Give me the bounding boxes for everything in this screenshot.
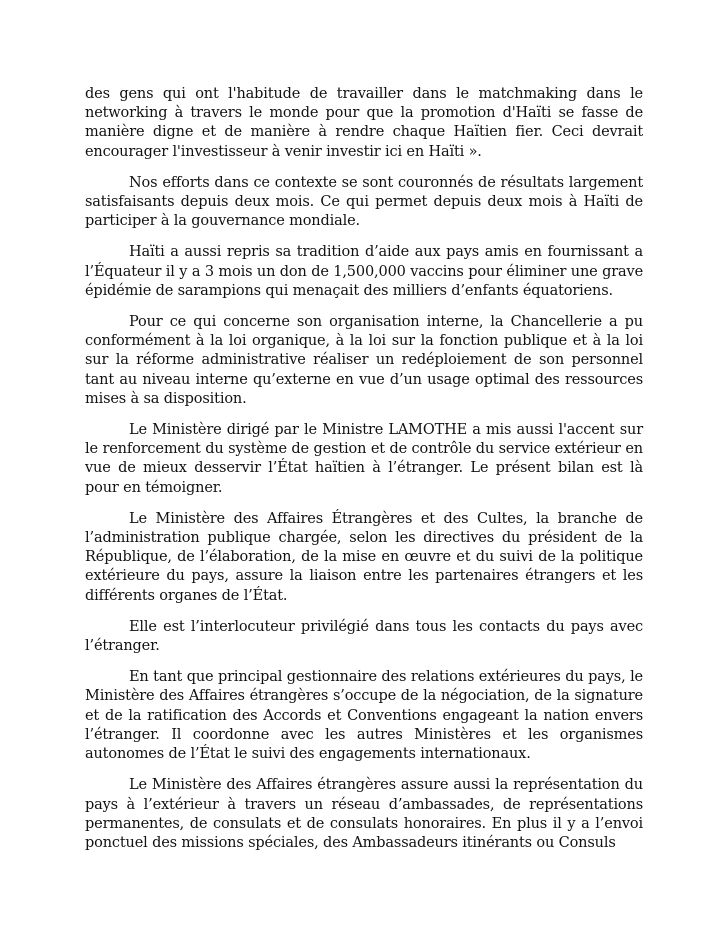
paragraph-2: Nos efforts dans ce contexte se sont couronnés de résultats largement satisfaisants depuis deux mois. Ce qui permet depuis deux mois à Haïti de participer à la gouvernance mondiale. xyxy=(85,174,643,230)
paragraph-5: Le Ministère dirigé par le Ministre LAMOTHE a mis aussi l'accent sur le renforcement du système de gestion et de contrôle du service extérieur en vue de mieux desservir l’État haïtien à l’étranger. Le présent bilan est là pour en témoigner. xyxy=(85,422,643,496)
paragraph-9: Le Ministère des Affaires étrangères assure aussi la représentation du pays à l’extérieur à travers un réseau d’ambassades, de représentations permanentes, de consulats et de consulats honoraires. En plus il y a l’envoi ponctuel des missions spéciales, des Ambassadeurs itinérants ou Consuls xyxy=(85,777,643,851)
paragraph-8: En tant que principal gestionnaire des relations extérieures du pays, le Ministère des Affaires étrangères s’occupe de la négociation, de la signature et de la ratification des Accords et Conventions engageant la nation envers l’étranger. Il coordonne avec les autres Ministères et les organismes autonomes de l’État le suivi des engagements internationaux. xyxy=(85,669,643,763)
paragraph-6: Le Ministère des Affaires Étrangères et des Cultes, la branche de l’administration publique chargée, selon les directives du président de la République, de l’élaboration, de la mise en œuvre et du suivi de la politique extérieure du pays, assure la liaison entre les partenaires étrangers et les différents organes de l’État. xyxy=(85,510,643,604)
document-page xyxy=(85,85,643,865)
paragraph-4: Pour ce qui concerne son organisation interne, la Chancellerie a pu conformément à la loi organique, à la loi sur la fonction publique et à la loi sur la réforme administrative réaliser un redéploiement de son personnel tant au niveau interne qu’externe en vue d’un usage optimal des ressources mises à sa disposition. xyxy=(85,314,643,407)
paragraph-3: Haïti a aussi repris sa tradition d’aide aux pays amis en fournissant a l’Équateur il y a 3 mois un don de 1,500,000 vaccins pour éliminer une grave épidémie de sarampions qui menaçait des milliers d’enfants équatoriens. xyxy=(85,244,643,299)
paragraph-7: Elle est l’interlocuteur privilégié dans tous les contacts du pays avec l’étranger. xyxy=(85,618,643,655)
paragraph-1: des gens qui ont l'habitude de travailler dans le matchmaking dans le networking à travers le monde pour que la promotion d'Haïti se fasse de manière digne et de manière à rendre chaque Haïtien fier. Ceci devrait encourager l'investisseur à venir investir ici en Haïti ». xyxy=(85,86,643,160)
